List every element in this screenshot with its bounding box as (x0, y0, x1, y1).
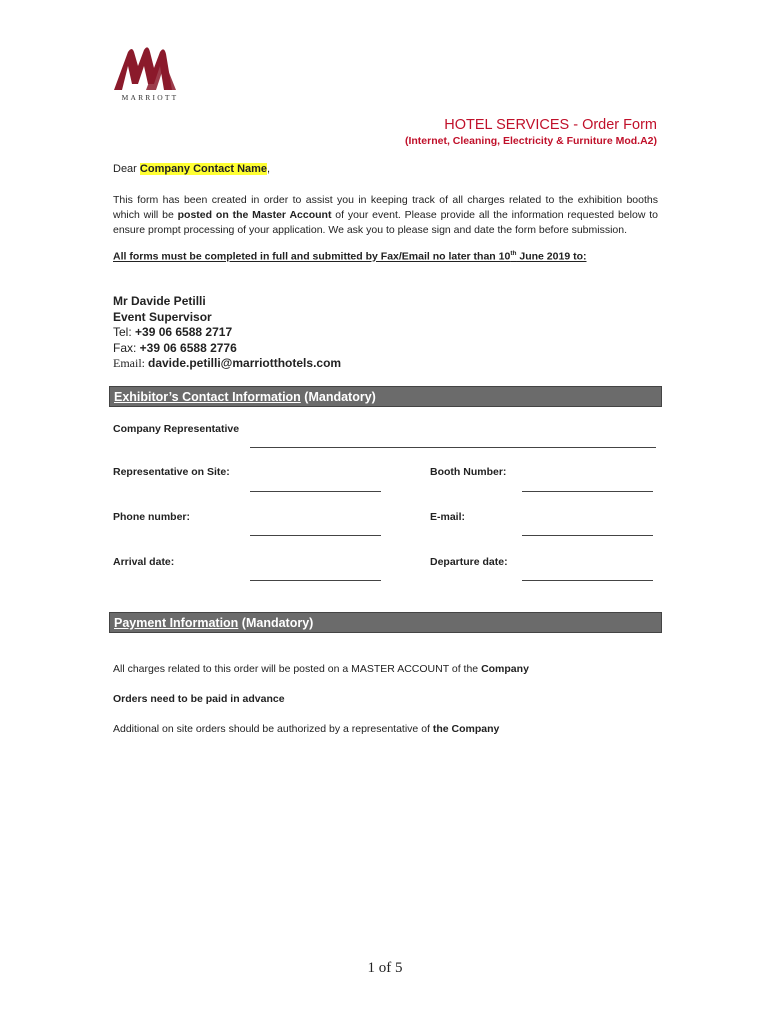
email-field-label: E-mail: (430, 511, 466, 523)
intro-bold: posted on the Master Account (177, 209, 332, 221)
greeting-prefix: Dear (113, 163, 140, 175)
contact-tel (113, 325, 341, 341)
tel-label: Tel: (113, 325, 136, 339)
page-subtitle: (Internet, Cleaning, Electricity & Furniture Mod.A2) (404, 135, 657, 147)
fax-label: Fax: (113, 340, 140, 355)
contact-role: Event Supervisor (113, 309, 212, 324)
arrival-date-label: Arrival date: (113, 556, 175, 568)
payment-section-title: Payment Information (114, 616, 239, 630)
representative-on-site-label: Representative on Site: (113, 466, 230, 478)
payment-p3-text: Additional on site orders should be authorized by a representative of (113, 723, 433, 735)
logo-wordmark: MARRIOTT (121, 93, 179, 102)
payment-p3-bold: the Company (432, 723, 500, 735)
contact-fax (113, 341, 341, 357)
contact-email (113, 356, 341, 372)
marriott-m-icon (110, 44, 190, 94)
company-representative-field[interactable] (250, 447, 656, 448)
page-title: HOTEL SERVICES - Order Form (444, 117, 657, 133)
tel-value: +39 06 6588 2717 (135, 325, 233, 339)
booth-number-field[interactable] (522, 491, 653, 492)
email-value[interactable]: davide.petilli@marriotthotels.com (148, 356, 342, 370)
intro-paragraph (113, 193, 658, 238)
intro-text-2: of your event. Please provide all the information requested below to ensure prompt processing of your application. We ask you to please sign and date the form before submission. (113, 209, 659, 236)
intro-text-1: This form has been created in order to assist you in keeping track of all charges related to the exhibition booths which will be (113, 194, 658, 221)
departure-date-field[interactable] (522, 580, 653, 581)
greeting-contact-name: Company Contact Name (139, 163, 268, 175)
payment-p2-bold: Orders need to be paid in advance (113, 693, 285, 705)
departure-date-label: Departure date: (430, 556, 508, 568)
exhibitor-section-header (109, 386, 662, 407)
phone-number-field[interactable] (250, 535, 381, 536)
payment-paragraph-1 (113, 663, 529, 675)
deadline-text-2: June 2019 to: (516, 250, 587, 263)
exhibitor-section-title: Exhibitor’s Contact Information (114, 390, 301, 404)
payment-p1-text: All charges related to this order will be posted on a MASTER ACCOUNT of the (113, 663, 482, 675)
contact-name: Mr Davide Petilli (113, 294, 206, 308)
fax-value: +39 06 6588 2776 (139, 340, 237, 355)
marriott-logo (110, 44, 190, 104)
company-representative-label: Company Representative (113, 423, 240, 435)
greeting (113, 163, 270, 175)
deadline-sup: th (510, 250, 517, 257)
payment-p1-bold: Company (481, 663, 529, 675)
page-number: 1 of 5 (367, 960, 403, 976)
deadline-notice (113, 250, 587, 263)
deadline-text-1: All forms must be completed in full and submitted by Fax/Email no later than 10 (113, 250, 511, 263)
arrival-date-field[interactable] (250, 580, 381, 581)
phone-number-label: Phone number: (113, 511, 191, 523)
greeting-suffix: , (267, 163, 271, 175)
exhibitor-section-suffix: (Mandatory) (300, 390, 376, 404)
payment-section-suffix: (Mandatory) (238, 616, 314, 630)
payment-paragraph-3 (113, 723, 499, 735)
representative-on-site-field[interactable] (250, 491, 381, 492)
payment-paragraph-2 (113, 693, 285, 705)
email-label: Email: (113, 356, 148, 370)
payment-section-header (109, 612, 662, 633)
email-field[interactable] (522, 535, 653, 536)
contact-block (113, 294, 341, 372)
booth-number-label: Booth Number: (430, 466, 507, 478)
